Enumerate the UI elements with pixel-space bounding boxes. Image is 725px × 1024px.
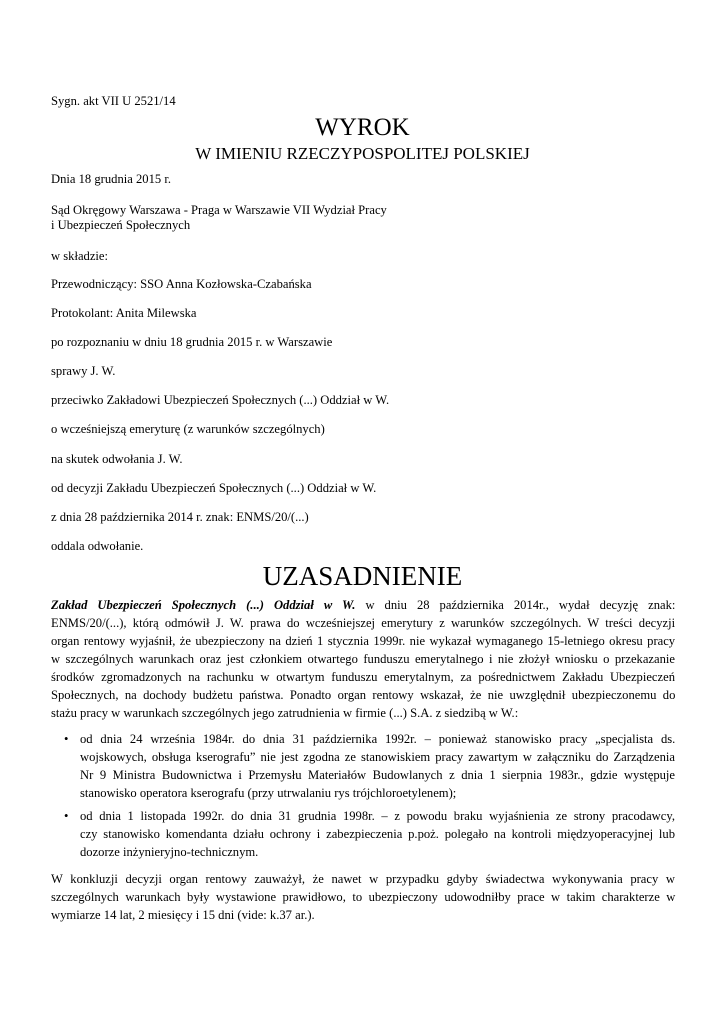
- composition-line: w składzie:: [51, 249, 109, 263]
- decision-date-line: z dnia 28 października 2014 r. znak: ENMS/20/(...): [51, 510, 309, 524]
- paragraph-line: ENMS/20/(...), którą odmówił J. W. prawa do wcześniejszej emerytury z warunków szczególnych. W treści decyzji: [51, 616, 676, 630]
- subject-line: o wcześniejszą emeryturę (z warunków szczególnych): [51, 422, 325, 436]
- paragraph-line: wymiarze 14 lat, 2 miesięcy i 15 dni (vide: k.37 ar.).: [51, 908, 315, 922]
- chair-line: Przewodniczący: SSO Anna Kozłowska-Czabańska: [51, 277, 312, 291]
- bullet-item-2: [64, 807, 675, 861]
- bullet-line: dozorze inżynieryjno-technicznym.: [80, 845, 259, 859]
- bullet-icon: •: [64, 809, 69, 823]
- hearing-line: po rozpoznaniu w dniu 18 grudnia 2015 r. w Warszawie: [51, 335, 333, 349]
- paragraph-lead: Zakład Ubezpieczeń Społecznych (...) Oddział w W.: [51, 598, 356, 612]
- ruling-line: oddala odwołanie.: [51, 539, 144, 553]
- date-line: Dnia 18 grudnia 2015 r.: [51, 172, 171, 186]
- bullet-item-1: [64, 730, 675, 802]
- paragraph-line: stażu pracy w warunkach szczególnych jego zatrudnienia w firmie (...) S.A. z siedzibą w W.:: [51, 706, 519, 720]
- reasoning-paragraph-1: [51, 596, 675, 722]
- judgment-title: WYROK: [315, 114, 410, 141]
- bullet-line: wojskowych, obsługa kserografu” nie jest zgodna ze stanowiskiem pracy zawartym w załączniku do Zarządzenia: [80, 750, 675, 764]
- paragraph-line: szczególnych warunkach były wystawione prawidłowo, to ubezpieczony udowodniłby prace w takim charakterze w: [51, 890, 676, 904]
- reasoning-paragraph-2: [51, 870, 675, 924]
- bullet-line: od dnia 1 listopada 1992r. do dnia 31 grudnia 1998r. – z powodu braku wyjaśnienia ze strony pracodawcy,: [80, 809, 675, 823]
- case-line: sprawy J. W.: [51, 364, 116, 378]
- paragraph-line: środków zgromadzonych na rachunku w otwartym funduszu emerytalnym, za pośrednictwem Zakładu Ubezpieczeń: [51, 670, 675, 684]
- paragraph-line: W konkluzji decyzji organ rentowy zauważył, że nawet w przypadku gdyby świadectwa wykonywania pracy w: [51, 872, 675, 886]
- against-line: przeciwko Zakładowi Ubezpieczeń Społecznych (...) Oddział w W.: [51, 393, 390, 407]
- paragraph-line: Zakład Ubezpieczeń Społecznych (...) Oddział w W. w dniu 28 października 2014r., wydał decyzję znak:: [51, 598, 676, 612]
- paragraph-line: organ rentowy wyjaśnił, że ubezpieczony na dzień 1 stycznia 1999r. nie wykazał wymaganego 15-letniego okresu pracy: [51, 634, 676, 648]
- judgment-subtitle: W IMIENIU RZECZYPOSPOLITEJ POLSKIEJ: [195, 144, 530, 163]
- reasoning-title: UZASADNIENIE: [262, 561, 463, 591]
- bullet-line: stanowisko operatora kserografu (przy utrwalaniu rys trójchloroetylenem);: [80, 786, 457, 800]
- case-signature: Sygn. akt VII U 2521/14: [51, 94, 176, 108]
- court-line-1: Sąd Okręgowy Warszawa - Praga w Warszawie VII Wydział Pracy: [51, 203, 387, 217]
- decision-from-line: od decyzji Zakładu Ubezpieczeń Społecznych (...) Oddział w W.: [51, 481, 377, 495]
- bullet-line: od dnia 24 września 1984r. do dnia 31 października 1992r. – ponieważ stanowisko pracy „specjalista ds.: [80, 732, 676, 746]
- clerk-line: Protokolant: Anita Milewska: [51, 306, 197, 320]
- paragraph-line: w szczególnych warunkach oraz jest członkiem otwartego funduszu emerytalnego i nie złożył wniosku o przekazanie: [51, 652, 675, 666]
- appeal-line: na skutek odwołania J. W.: [51, 452, 183, 466]
- bullet-line: Nr 9 Ministra Budownictwa i Przemysłu Materiałów Budowlanych z dnia 1 sierpnia 1983r., gdzie występuje: [80, 768, 675, 782]
- bullet-icon: •: [64, 732, 69, 746]
- bullet-line: czy stanowisko komendanta działu ochrony i zabezpieczenia p.poż. polegało na kontroli międzyoperacyjnej lub: [80, 827, 676, 841]
- court-line-2: i Ubezpieczeń Społecznych: [51, 218, 191, 232]
- paragraph-line: Społecznych, na dochody budżetu państwa. Ponadto organ rentowy wskazał, że nie uwzględnił ubezpieczonemu do: [51, 688, 676, 702]
